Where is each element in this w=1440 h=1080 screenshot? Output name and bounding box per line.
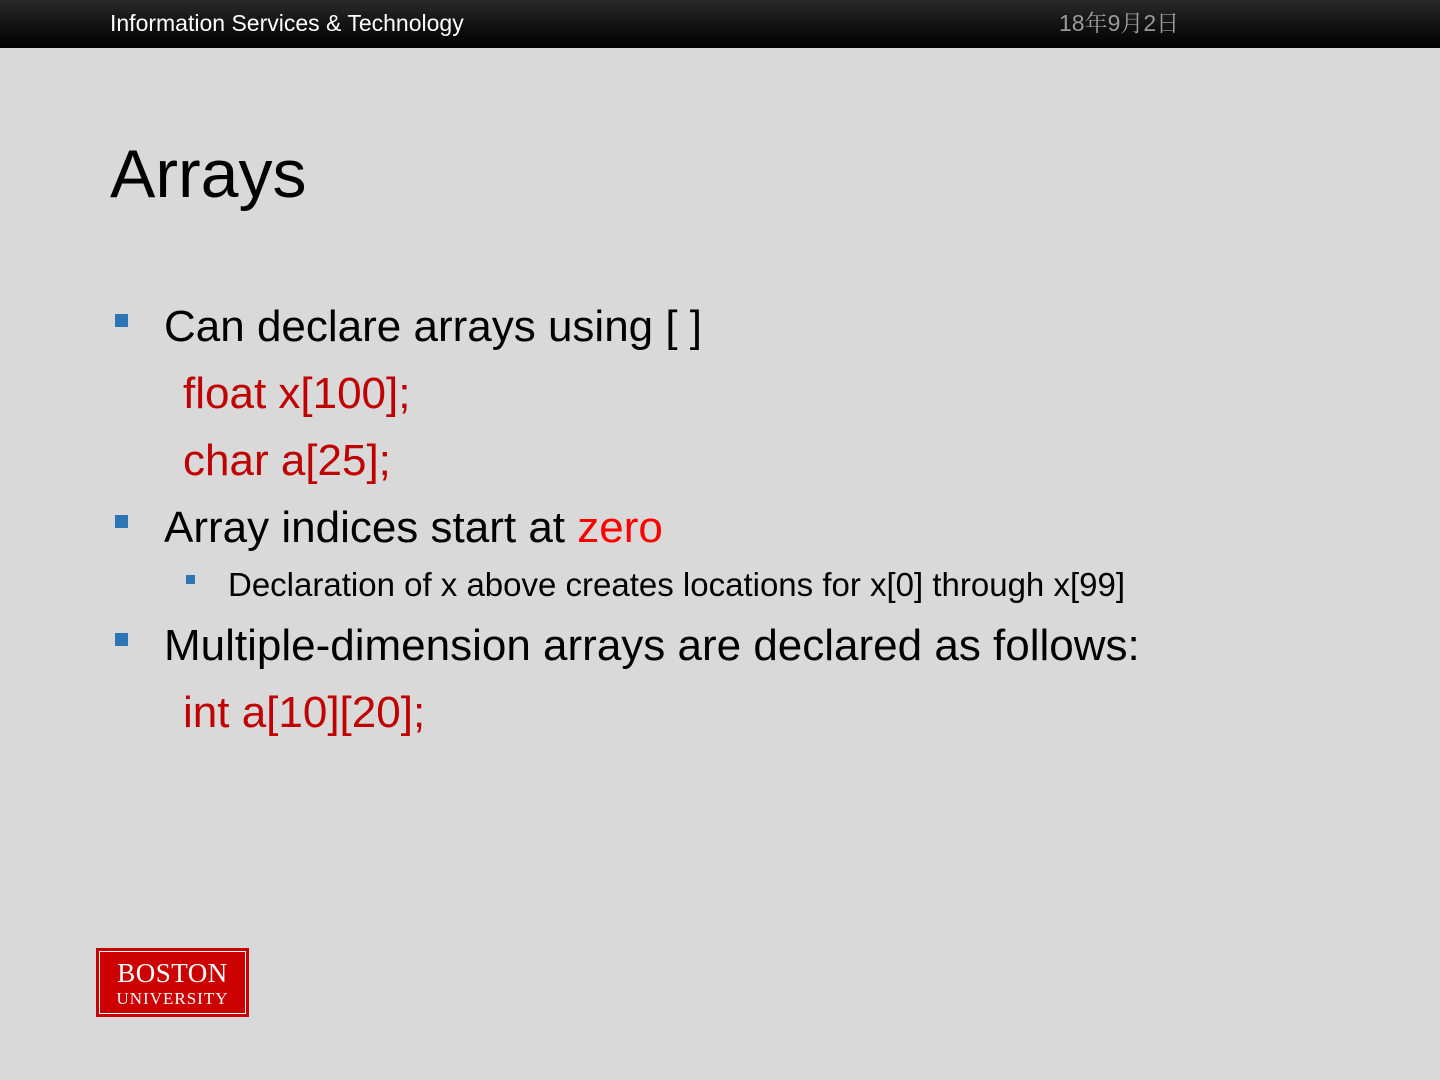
logo-line-1: BOSTON [117, 958, 228, 988]
bullet-1-text: Can declare arrays using [ ] [164, 302, 703, 351]
bullet-2-text-plain: Array indices start at [164, 503, 578, 552]
code-line-1: float x[100]; [183, 369, 411, 418]
bullet-marker-icon [115, 633, 128, 646]
header-date: 18年9月2日 [1059, 10, 1180, 36]
header-bar [0, 0, 1440, 48]
bullet-marker-icon [115, 314, 128, 327]
code-line-2: char a[25]; [183, 436, 391, 485]
bullet-2-emphasis: zero [577, 503, 663, 552]
sub-bullet-text: Declaration of x above creates locations for x[0] through x[99] [228, 566, 1125, 603]
header-organization: Information Services & Technology [110, 10, 464, 36]
bullet-2-text [164, 502, 663, 554]
logo-line-2: UNIVERSITY [116, 989, 229, 1008]
bullet-3-text: Multiple-dimension arrays are declared as follows: [164, 621, 1140, 670]
code-line-3: int a[10][20]; [183, 688, 426, 737]
logo-border [99, 951, 246, 1014]
boston-university-logo [96, 948, 249, 1017]
bullet-marker-icon [115, 515, 128, 528]
slide-title: Arrays [110, 136, 307, 212]
sub-bullet-marker-icon [186, 575, 195, 584]
